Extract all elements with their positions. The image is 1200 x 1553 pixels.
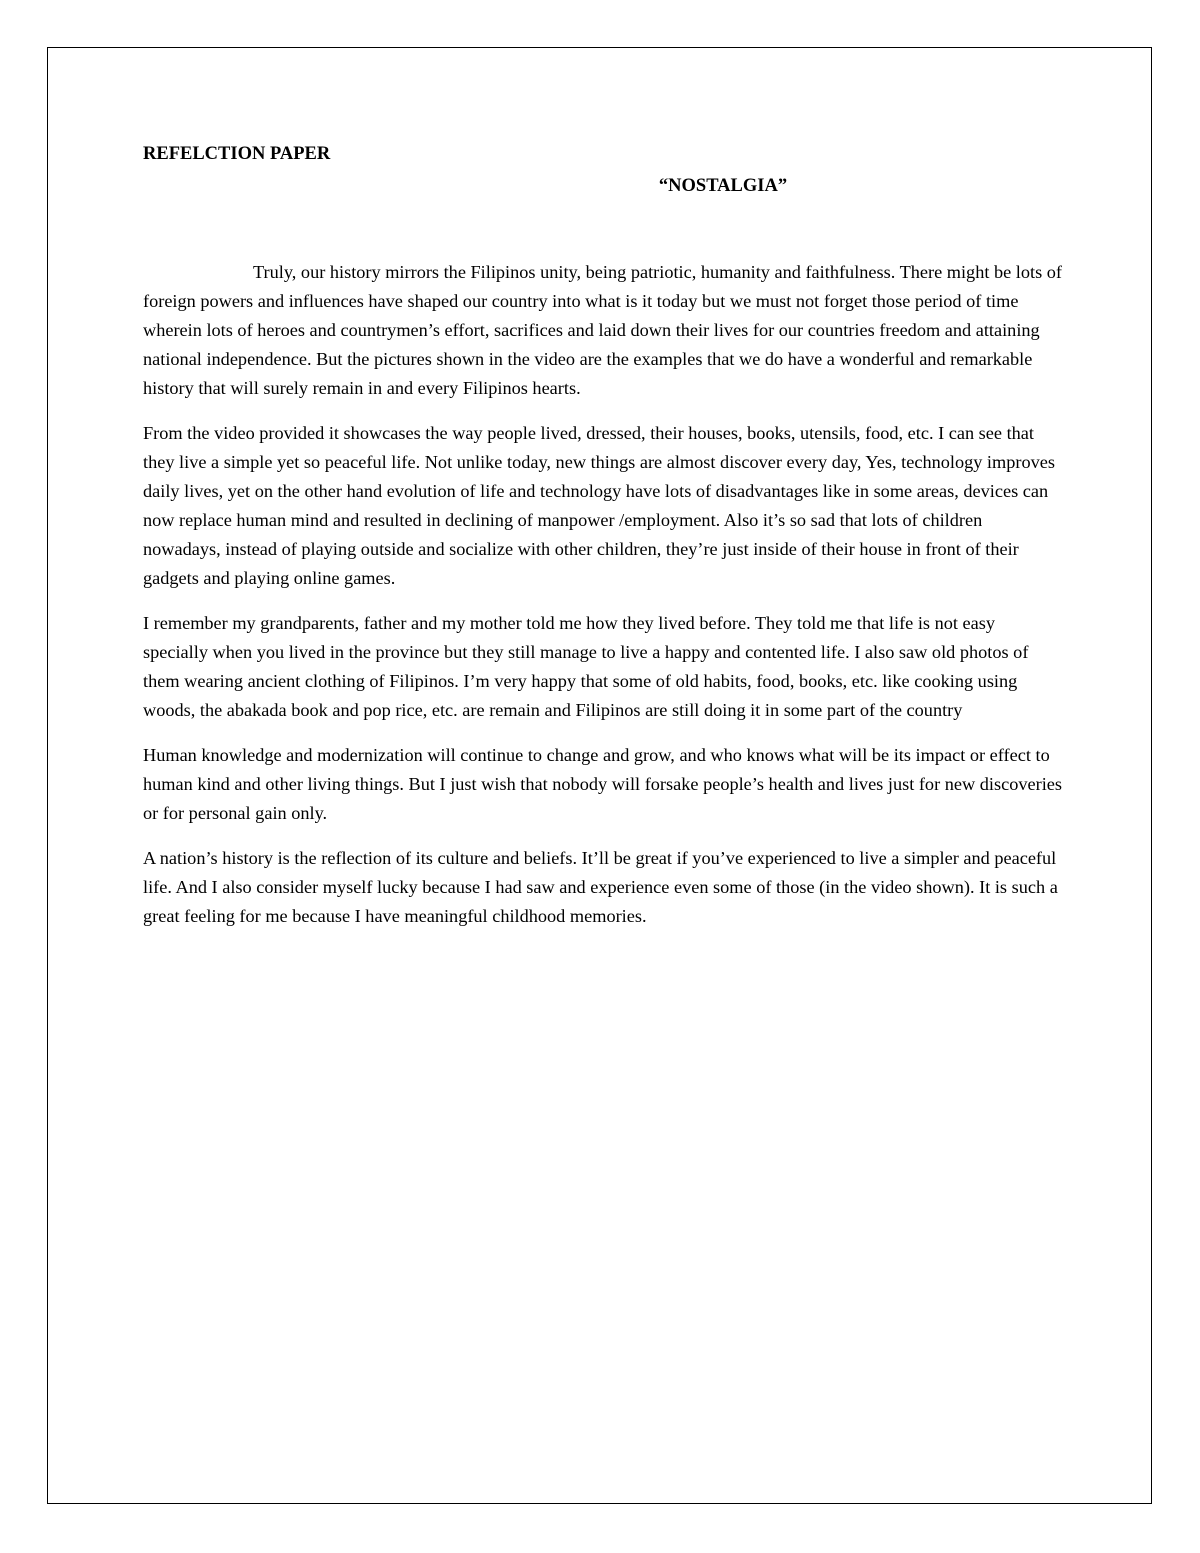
document-label: REFELCTION PAPER bbox=[143, 144, 331, 164]
paragraph: Human knowledge and modernization will continue to change and grow, and who knows what will be its impact or effect to human kind and other living things. But I just wish that nobody will forsake people’s health and lives just for new discoveries or for personal gain only. bbox=[143, 745, 1062, 823]
paragraphs bbox=[143, 258, 1063, 931]
paragraph: Truly, our history mirrors the Filipinos unity, being patriotic, humanity and faithfulness. There might be lots of foreign powers and influences have shaped our country into what is it today but we must not forget those period of time wherein lots of heroes and countrymen’s effort, sacrifices and laid down their lives for our countries freedom and attaining national independence. But the pictures shown in the video are the examples that we do have a wonderful and remarkable history that will surely remain in and every Filipinos hearts. bbox=[143, 262, 1063, 398]
document-body bbox=[143, 140, 1063, 947]
document-title: “NOSTALGIA” bbox=[658, 176, 788, 196]
paragraph: From the video provided it showcases the way people lived, dressed, their houses, books, utensils, food, etc. I can see that they live a simple yet so peaceful life. Not unlike today, new things are almost discover every day, Yes, technology improves daily lives, yet on the other hand evolution of life and technology have lots of disadvantages like in some areas, devices can now replace human mind and resulted in declining of manpower /employment. Also it’s so sad that lots of children nowadays, instead of playing outside and socialize with other children, they’re just inside of their house in front of their gadgets and playing online games. bbox=[143, 423, 1055, 588]
paragraph: I remember my grandparents, father and my mother told me how they lived before. They told me that life is not easy specially when you lived in the province but they still manage to live a happy and contented life. I also saw old photos of them wearing ancient clothing of Filipinos. I’m very happy that some of old habits, food, books, etc. like cooking using woods, the abakada book and pop rice, etc. are remain and Filipinos are still doing it in some part of the country bbox=[143, 613, 1029, 720]
paragraph: A nation’s history is the reflection of its culture and beliefs. It’ll be great if you’ve experienced to live a simpler and peaceful life. And I also consider myself lucky because I had saw and experience even some of those (in the video shown). It is such a great feeling for me because I have meaningful childhood memories. bbox=[143, 848, 1058, 926]
